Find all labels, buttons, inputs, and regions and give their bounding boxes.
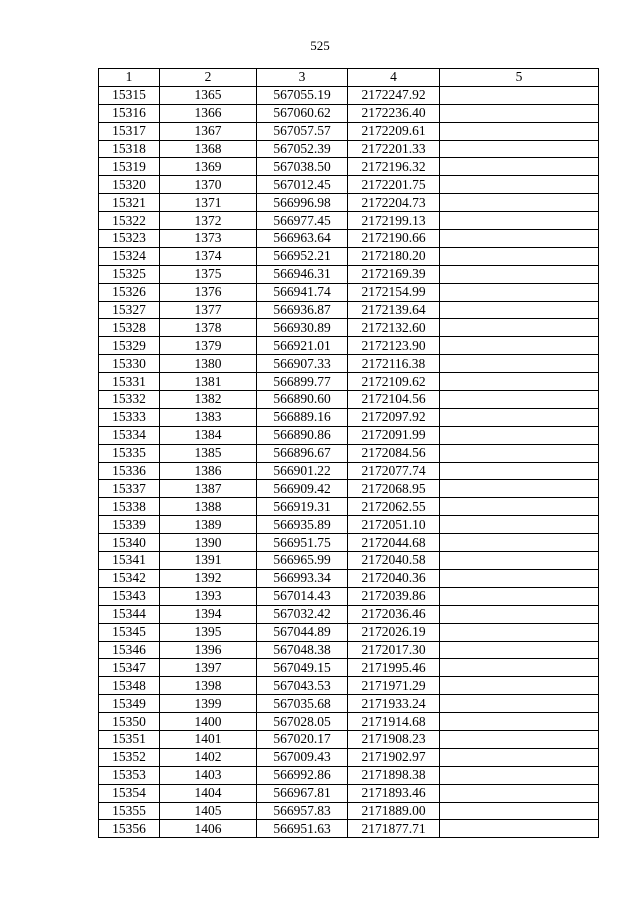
table-cell: 2172017.30 <box>348 641 440 659</box>
table-cell: 15328 <box>99 319 160 337</box>
table-cell: 1396 <box>160 641 257 659</box>
table-cell: 2172068.95 <box>348 480 440 498</box>
table-cell: 1376 <box>160 283 257 301</box>
table-row <box>99 498 599 516</box>
table-cell: 2171908.23 <box>348 730 440 748</box>
table-cell: 2171893.46 <box>348 784 440 802</box>
table-cell: 15331 <box>99 373 160 391</box>
table-cell: 567038.50 <box>257 158 348 176</box>
table-cell: 1366 <box>160 104 257 122</box>
table-cell: 15350 <box>99 713 160 731</box>
table-cell: 15349 <box>99 695 160 713</box>
table-cell: 2172116.38 <box>348 355 440 373</box>
table-cell: 566936.87 <box>257 301 348 319</box>
table-row <box>99 605 599 623</box>
table-row <box>99 158 599 176</box>
table-cell: 2172247.92 <box>348 86 440 104</box>
table-cell: 2171902.97 <box>348 748 440 766</box>
table-cell <box>440 176 599 194</box>
table-row <box>99 230 599 248</box>
table-row <box>99 408 599 426</box>
table-cell: 1371 <box>160 194 257 212</box>
table-cell <box>440 623 599 641</box>
column-header: 2 <box>160 69 257 87</box>
table-row <box>99 355 599 373</box>
table-cell <box>440 194 599 212</box>
table-cell: 1373 <box>160 230 257 248</box>
table-cell: 1381 <box>160 373 257 391</box>
table-row <box>99 587 599 605</box>
table-cell <box>440 659 599 677</box>
table-cell <box>440 301 599 319</box>
table-cell: 2172196.32 <box>348 158 440 176</box>
table-cell <box>440 766 599 784</box>
table-cell: 1372 <box>160 212 257 230</box>
table-row <box>99 730 599 748</box>
table-cell <box>440 534 599 552</box>
table-cell: 1365 <box>160 86 257 104</box>
table-cell: 1392 <box>160 569 257 587</box>
table-row <box>99 641 599 659</box>
table-cell: 566946.31 <box>257 265 348 283</box>
table-cell: 567057.57 <box>257 122 348 140</box>
table-row <box>99 802 599 820</box>
table-row <box>99 319 599 337</box>
table-cell: 566951.63 <box>257 820 348 838</box>
table-cell: 1383 <box>160 408 257 426</box>
table-cell: 1378 <box>160 319 257 337</box>
table-cell: 15355 <box>99 802 160 820</box>
table-row <box>99 337 599 355</box>
table-row <box>99 534 599 552</box>
table-cell: 566951.75 <box>257 534 348 552</box>
table-cell: 2172091.99 <box>348 426 440 444</box>
table-cell: 1379 <box>160 337 257 355</box>
table-cell: 15352 <box>99 748 160 766</box>
table-cell: 1400 <box>160 713 257 731</box>
table-cell: 566890.86 <box>257 426 348 444</box>
table-cell: 15346 <box>99 641 160 659</box>
table-cell: 2172039.86 <box>348 587 440 605</box>
table-cell: 15347 <box>99 659 160 677</box>
table-cell <box>440 230 599 248</box>
table-cell <box>440 444 599 462</box>
table-cell: 1382 <box>160 391 257 409</box>
table-cell <box>440 516 599 534</box>
table-cell: 566963.64 <box>257 230 348 248</box>
table-row <box>99 176 599 194</box>
table-cell: 566941.74 <box>257 283 348 301</box>
table-cell: 1368 <box>160 140 257 158</box>
table-header-row <box>99 69 599 87</box>
table-cell: 15324 <box>99 247 160 265</box>
table-cell: 15344 <box>99 605 160 623</box>
table-cell: 2171971.29 <box>348 677 440 695</box>
table-cell: 15332 <box>99 391 160 409</box>
table-cell: 2171889.00 <box>348 802 440 820</box>
table-cell: 1394 <box>160 605 257 623</box>
table-cell <box>440 641 599 659</box>
table-cell: 15333 <box>99 408 160 426</box>
table-cell: 15315 <box>99 86 160 104</box>
table-body <box>99 69 599 838</box>
column-header: 3 <box>257 69 348 87</box>
table-cell: 15318 <box>99 140 160 158</box>
table-cell: 1384 <box>160 426 257 444</box>
table-cell: 1405 <box>160 802 257 820</box>
table-cell: 2172051.10 <box>348 516 440 534</box>
table-cell: 15321 <box>99 194 160 212</box>
table-cell <box>440 319 599 337</box>
table-row <box>99 301 599 319</box>
table-row <box>99 569 599 587</box>
table-row <box>99 695 599 713</box>
table-cell: 566930.89 <box>257 319 348 337</box>
table-cell: 1389 <box>160 516 257 534</box>
table-cell: 15348 <box>99 677 160 695</box>
table-cell: 15337 <box>99 480 160 498</box>
table-row <box>99 140 599 158</box>
table-cell: 2171933.24 <box>348 695 440 713</box>
table-row <box>99 748 599 766</box>
table-cell: 15336 <box>99 462 160 480</box>
table-cell: 2172040.36 <box>348 569 440 587</box>
table-cell: 567012.45 <box>257 176 348 194</box>
page-number: 525 <box>310 38 330 53</box>
table-cell: 15338 <box>99 498 160 516</box>
table-cell: 15356 <box>99 820 160 838</box>
table-cell: 2172209.61 <box>348 122 440 140</box>
table-cell: 2172044.68 <box>348 534 440 552</box>
table-row <box>99 247 599 265</box>
table-cell: 566899.77 <box>257 373 348 391</box>
table-cell: 2172109.62 <box>348 373 440 391</box>
table-cell <box>440 730 599 748</box>
table-cell: 1402 <box>160 748 257 766</box>
table-cell <box>440 426 599 444</box>
table-cell: 567048.38 <box>257 641 348 659</box>
table-cell: 566896.67 <box>257 444 348 462</box>
table-cell: 2172077.74 <box>348 462 440 480</box>
table-row <box>99 480 599 498</box>
table-cell: 1404 <box>160 784 257 802</box>
table-cell: 2172123.90 <box>348 337 440 355</box>
table-cell: 566965.99 <box>257 552 348 570</box>
table-cell: 566907.33 <box>257 355 348 373</box>
table-row <box>99 784 599 802</box>
table-cell: 15317 <box>99 122 160 140</box>
table-cell: 567049.15 <box>257 659 348 677</box>
table-cell: 567028.05 <box>257 713 348 731</box>
column-header: 5 <box>440 69 599 87</box>
table-cell <box>440 552 599 570</box>
table-cell: 15330 <box>99 355 160 373</box>
table-cell <box>440 569 599 587</box>
table-cell: 2172132.60 <box>348 319 440 337</box>
table-cell: 2172190.66 <box>348 230 440 248</box>
table-cell: 567014.43 <box>257 587 348 605</box>
table-cell: 2172236.40 <box>348 104 440 122</box>
table-cell: 1401 <box>160 730 257 748</box>
table-cell <box>440 104 599 122</box>
table-cell <box>440 391 599 409</box>
table-row <box>99 86 599 104</box>
column-header: 4 <box>348 69 440 87</box>
table-cell: 1386 <box>160 462 257 480</box>
table-cell: 1395 <box>160 623 257 641</box>
table-cell: 566935.89 <box>257 516 348 534</box>
table-cell: 566952.21 <box>257 247 348 265</box>
table-cell: 1387 <box>160 480 257 498</box>
table-cell <box>440 677 599 695</box>
table-cell: 567020.17 <box>257 730 348 748</box>
table-cell <box>440 212 599 230</box>
table-cell: 1403 <box>160 766 257 784</box>
table-cell: 1375 <box>160 265 257 283</box>
table-cell <box>440 713 599 731</box>
table-cell: 15339 <box>99 516 160 534</box>
table-cell: 2172104.56 <box>348 391 440 409</box>
table-row <box>99 462 599 480</box>
table-cell: 1397 <box>160 659 257 677</box>
table-cell: 566921.01 <box>257 337 348 355</box>
table-cell <box>440 498 599 516</box>
table-cell: 1385 <box>160 444 257 462</box>
table-cell: 567060.62 <box>257 104 348 122</box>
table-cell: 15334 <box>99 426 160 444</box>
table-cell: 1406 <box>160 820 257 838</box>
table-cell: 15351 <box>99 730 160 748</box>
table-cell <box>440 748 599 766</box>
table-cell: 567044.89 <box>257 623 348 641</box>
table-cell: 15340 <box>99 534 160 552</box>
table-cell: 1393 <box>160 587 257 605</box>
table-cell: 2172040.58 <box>348 552 440 570</box>
table-cell: 15316 <box>99 104 160 122</box>
table-cell: 2172204.73 <box>348 194 440 212</box>
table-cell: 2172097.92 <box>348 408 440 426</box>
table-row <box>99 766 599 784</box>
table-cell: 1370 <box>160 176 257 194</box>
table-cell <box>440 480 599 498</box>
table-cell: 15343 <box>99 587 160 605</box>
table-cell <box>440 408 599 426</box>
table-cell: 566992.86 <box>257 766 348 784</box>
table-cell: 15326 <box>99 283 160 301</box>
table-cell: 567052.39 <box>257 140 348 158</box>
table-cell: 2172180.20 <box>348 247 440 265</box>
coordinates-table <box>98 68 599 838</box>
table-cell: 1399 <box>160 695 257 713</box>
table-row <box>99 552 599 570</box>
table-cell: 2172084.56 <box>348 444 440 462</box>
table-cell: 2171914.68 <box>348 713 440 731</box>
table-cell: 1390 <box>160 534 257 552</box>
table-cell: 567055.19 <box>257 86 348 104</box>
table-row <box>99 212 599 230</box>
table-row <box>99 391 599 409</box>
table-cell <box>440 140 599 158</box>
table-row <box>99 623 599 641</box>
table-row <box>99 373 599 391</box>
table-cell <box>440 247 599 265</box>
table-cell: 566967.81 <box>257 784 348 802</box>
table-cell: 2172199.13 <box>348 212 440 230</box>
table-cell: 1369 <box>160 158 257 176</box>
table-cell: 1377 <box>160 301 257 319</box>
table-cell: 567043.53 <box>257 677 348 695</box>
table-cell: 2172062.55 <box>348 498 440 516</box>
table-cell: 2172026.19 <box>348 623 440 641</box>
table-cell <box>440 820 599 838</box>
table-cell <box>440 283 599 301</box>
table-cell <box>440 122 599 140</box>
table-cell: 15353 <box>99 766 160 784</box>
table-row <box>99 122 599 140</box>
table-cell: 2172201.75 <box>348 176 440 194</box>
table-cell: 2171995.46 <box>348 659 440 677</box>
table-cell: 2172201.33 <box>348 140 440 158</box>
table-cell: 15320 <box>99 176 160 194</box>
table-cell: 567009.43 <box>257 748 348 766</box>
table-cell: 15323 <box>99 230 160 248</box>
column-header: 1 <box>99 69 160 87</box>
table-cell: 567035.68 <box>257 695 348 713</box>
table-cell: 15335 <box>99 444 160 462</box>
table-cell <box>440 605 599 623</box>
table-cell <box>440 355 599 373</box>
table-cell: 1398 <box>160 677 257 695</box>
table-cell <box>440 695 599 713</box>
table-cell: 566993.34 <box>257 569 348 587</box>
table-cell: 566890.60 <box>257 391 348 409</box>
table-cell: 566919.31 <box>257 498 348 516</box>
table-cell: 15319 <box>99 158 160 176</box>
table-cell: 15354 <box>99 784 160 802</box>
table-row <box>99 713 599 731</box>
table-cell: 15341 <box>99 552 160 570</box>
table-cell: 566889.16 <box>257 408 348 426</box>
table-cell <box>440 373 599 391</box>
table-row <box>99 516 599 534</box>
table-cell: 1367 <box>160 122 257 140</box>
table-cell: 2171898.38 <box>348 766 440 784</box>
table-cell <box>440 462 599 480</box>
table-cell: 2172036.46 <box>348 605 440 623</box>
table-cell: 1388 <box>160 498 257 516</box>
table-cell <box>440 587 599 605</box>
table-row <box>99 104 599 122</box>
table-cell: 567032.42 <box>257 605 348 623</box>
table-cell: 1374 <box>160 247 257 265</box>
table-row <box>99 659 599 677</box>
table-cell <box>440 337 599 355</box>
table-cell: 566957.83 <box>257 802 348 820</box>
table-cell: 2171877.71 <box>348 820 440 838</box>
table-cell: 566901.22 <box>257 462 348 480</box>
table-cell: 566996.98 <box>257 194 348 212</box>
table-cell: 2172139.64 <box>348 301 440 319</box>
table-cell <box>440 158 599 176</box>
table-cell <box>440 802 599 820</box>
table-row <box>99 820 599 838</box>
table-cell: 566909.42 <box>257 480 348 498</box>
table-cell <box>440 784 599 802</box>
table-cell: 1380 <box>160 355 257 373</box>
table-row <box>99 194 599 212</box>
table-cell <box>440 265 599 283</box>
table-cell: 15329 <box>99 337 160 355</box>
table-row <box>99 283 599 301</box>
table-row <box>99 677 599 695</box>
table-cell: 2172169.39 <box>348 265 440 283</box>
table-cell: 15327 <box>99 301 160 319</box>
table-cell: 15345 <box>99 623 160 641</box>
table-cell <box>440 86 599 104</box>
table-cell: 15322 <box>99 212 160 230</box>
table-row <box>99 444 599 462</box>
table-cell: 1391 <box>160 552 257 570</box>
table-cell: 2172154.99 <box>348 283 440 301</box>
table-row <box>99 426 599 444</box>
table-row <box>99 265 599 283</box>
table-cell: 15342 <box>99 569 160 587</box>
table-cell: 15325 <box>99 265 160 283</box>
table-cell: 566977.45 <box>257 212 348 230</box>
